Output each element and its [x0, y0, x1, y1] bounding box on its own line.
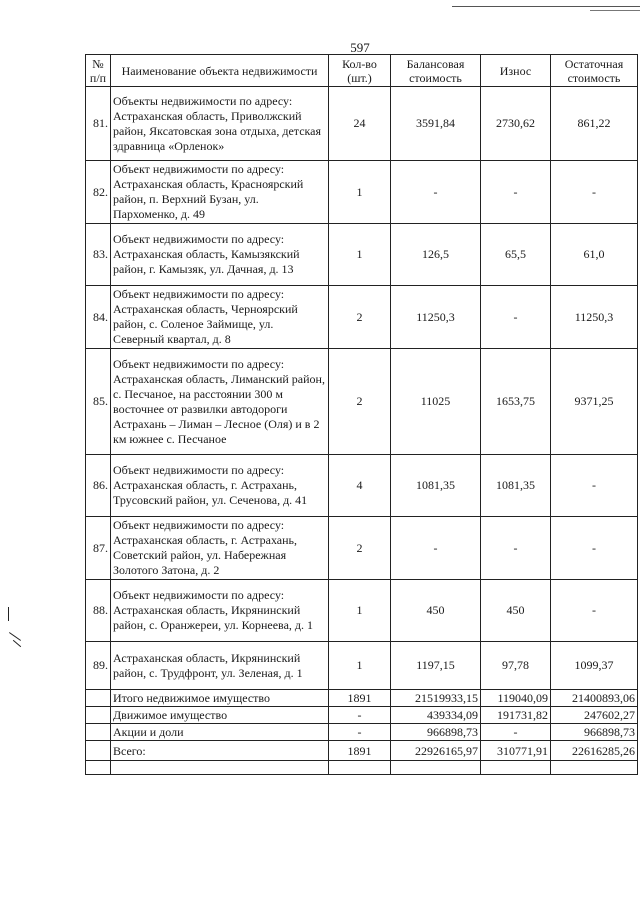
row-name: Объект недвижимости по адресу: Астраханская область, Лиманский район, с. Песчаное, на расстоянии 300 м восточнее от развилки автодороги Астрахань – Лиман – Лесное (Оля) и в 2 км южнее с. Песчаное — [111, 349, 329, 455]
header-balance: Балансовая стоимость — [391, 55, 481, 87]
totals-wear: 191731,82 — [481, 707, 551, 724]
row-num — [86, 707, 111, 724]
row-balance: 1081,35 — [391, 455, 481, 517]
totals-qty: 1891 — [329, 690, 391, 707]
header-name: Наименование объекта недвижимости — [111, 55, 329, 87]
table-row — [86, 286, 638, 349]
table-row — [86, 455, 638, 517]
row-name: Астраханская область, Икрянинский район, с. Трудфронт, ул. Зеленая, д. 1 — [111, 642, 329, 690]
row-wear: 1081,35 — [481, 455, 551, 517]
totals-row — [86, 690, 638, 707]
row-wear: - — [481, 517, 551, 580]
totals-row — [86, 724, 638, 741]
row-qty: 1 — [329, 224, 391, 286]
totals-qty: - — [329, 724, 391, 741]
totals-wear: 119040,09 — [481, 690, 551, 707]
empty-cell — [551, 761, 638, 775]
totals-balance: 22926165,97 — [391, 741, 481, 761]
totals-label: Акции и доли — [111, 724, 329, 741]
totals-residual: 966898,73 — [551, 724, 638, 741]
row-wear: 97,78 — [481, 642, 551, 690]
row-name: Объект недвижимости по адресу: Астраханская область, Камызякский район, г. Камызяк, ул. Дачная, д. 13 — [111, 224, 329, 286]
totals-qty: 1891 — [329, 741, 391, 761]
row-residual: - — [551, 455, 638, 517]
totals-label: Всего: — [111, 741, 329, 761]
row-balance: - — [391, 517, 481, 580]
totals-balance: 21519933,15 — [391, 690, 481, 707]
empty-cell — [481, 761, 551, 775]
row-balance: 126,5 — [391, 224, 481, 286]
row-residual: 1099,37 — [551, 642, 638, 690]
empty-cell — [111, 761, 329, 775]
row-name: Объект недвижимости по адресу: Астраханская область, Красноярский район, п. Верхний Бузан, ул. Пархоменко, д. 49 — [111, 161, 329, 224]
row-wear: - — [481, 161, 551, 224]
top-rule-short — [590, 10, 640, 11]
header-residual: Остаточная стоимость — [551, 55, 638, 87]
row-qty: 24 — [329, 87, 391, 161]
totals-qty: - — [329, 707, 391, 724]
row-wear: 2730,62 — [481, 87, 551, 161]
row-num — [86, 724, 111, 741]
header-qty: Кол-во (шт.) — [329, 55, 391, 87]
row-qty: 2 — [329, 517, 391, 580]
table-row — [86, 580, 638, 642]
row-residual: - — [551, 161, 638, 224]
row-num: 82. — [86, 161, 111, 224]
row-residual: - — [551, 580, 638, 642]
row-num: 84. — [86, 286, 111, 349]
row-wear: - — [481, 286, 551, 349]
totals-wear: - — [481, 724, 551, 741]
totals-residual: 22616285,26 — [551, 741, 638, 761]
totals-label: Итого недвижимое имущество — [111, 690, 329, 707]
table-row — [86, 642, 638, 690]
totals-balance: 966898,73 — [391, 724, 481, 741]
row-balance: 11025 — [391, 349, 481, 455]
table-row — [86, 517, 638, 580]
row-balance: 1197,15 — [391, 642, 481, 690]
row-num: 88. — [86, 580, 111, 642]
page-number: 597 — [350, 40, 370, 55]
property-register-table — [85, 54, 638, 775]
row-qty: 4 — [329, 455, 391, 517]
row-wear: 450 — [481, 580, 551, 642]
row-num: 81. — [86, 87, 111, 161]
totals-label: Движимое имущество — [111, 707, 329, 724]
totals-balance: 439334,09 — [391, 707, 481, 724]
row-num: 85. — [86, 349, 111, 455]
totals-row — [86, 741, 638, 761]
row-balance: - — [391, 161, 481, 224]
totals-residual: 21400893,06 — [551, 690, 638, 707]
row-residual: - — [551, 517, 638, 580]
row-name: Объект недвижимости по адресу: Астраханская область, г. Астрахань, Советский район, ул. Набережная Золотого Затона, д. 2 — [111, 517, 329, 580]
row-qty: 1 — [329, 642, 391, 690]
row-balance: 11250,3 — [391, 286, 481, 349]
row-qty: 1 — [329, 161, 391, 224]
empty-cell — [329, 761, 391, 775]
row-num — [86, 690, 111, 707]
table-row — [86, 161, 638, 224]
header-num: № п/п — [86, 55, 111, 87]
margin-mark — [8, 607, 9, 621]
row-num: 87. — [86, 517, 111, 580]
row-balance: 3591,84 — [391, 87, 481, 161]
row-num: 86. — [86, 455, 111, 517]
row-num: 83. — [86, 224, 111, 286]
row-wear: 1653,75 — [481, 349, 551, 455]
margin-mark — [9, 632, 21, 641]
row-residual: 61,0 — [551, 224, 638, 286]
row-residual: 9371,25 — [551, 349, 638, 455]
row-wear: 65,5 — [481, 224, 551, 286]
table-header-row — [86, 55, 638, 87]
row-num: 89. — [86, 642, 111, 690]
totals-residual: 247602,27 — [551, 707, 638, 724]
row-name: Объект недвижимости по адресу: Астраханская область, Черноярский район, с. Соленое Займище, ул. Северный квартал, д. 8 — [111, 286, 329, 349]
row-num — [86, 741, 111, 761]
totals-row — [86, 707, 638, 724]
empty-cell — [86, 761, 111, 775]
table-row — [86, 224, 638, 286]
table-row — [86, 349, 638, 455]
table-row — [86, 87, 638, 161]
row-name: Объект недвижимости по адресу: Астраханская область, г. Астрахань, Трусовский район, ул. Сеченова, д. 41 — [111, 455, 329, 517]
row-name: Объект недвижимости по адресу: Астраханская область, Икрянинский район, с. Оранжереи, ул. Корнеева, д. 1 — [111, 580, 329, 642]
row-qty: 2 — [329, 286, 391, 349]
header-wear: Износ — [481, 55, 551, 87]
empty-row — [86, 761, 638, 775]
row-residual: 861,22 — [551, 87, 638, 161]
totals-wear: 310771,91 — [481, 741, 551, 761]
row-qty: 2 — [329, 349, 391, 455]
top-rule — [452, 6, 640, 7]
empty-cell — [391, 761, 481, 775]
row-balance: 450 — [391, 580, 481, 642]
row-qty: 1 — [329, 580, 391, 642]
row-name: Объекты недвижимости по адресу: Астраханская область, Приволжский район, Яксатовская зона отдыха, детская здравница «Орленок» — [111, 87, 329, 161]
row-residual: 11250,3 — [551, 286, 638, 349]
